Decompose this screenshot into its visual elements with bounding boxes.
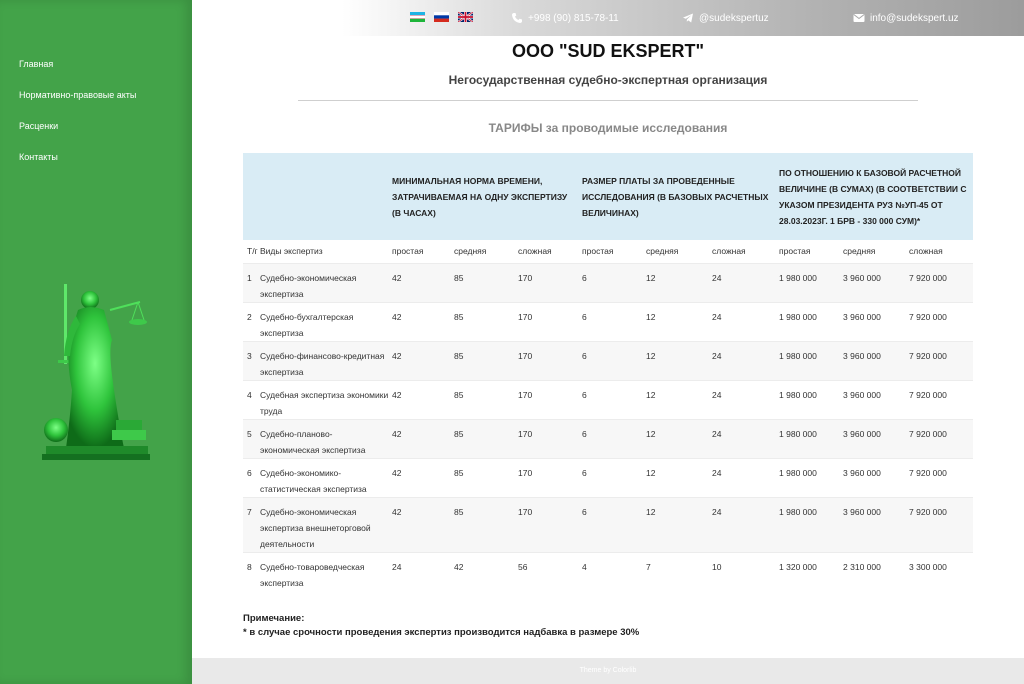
header-blank-cell xyxy=(243,153,260,240)
table-cell: 42 xyxy=(392,419,454,458)
table-cell: 1 xyxy=(243,263,260,302)
expertise-type-cell: Судебно-бухгалтерская экспертиза xyxy=(260,302,392,341)
table-cell: 6 xyxy=(582,302,646,341)
header-payment-sum: ПО ОТНОШЕНИЮ К БАЗОВОЙ РАСЧЕТНОЙ ВЕЛИЧИНЕ (В СУМАХ) (В СООТВЕТСТВИИ С УКАЗОМ ПРЕЗИДЕНТА РУЗ №УП-45 ОТ 28.03.2023Г. 1 БРВ - 330 000 СУМ)* xyxy=(779,153,973,240)
table-cell: 7 920 000 xyxy=(909,302,973,341)
table-cell: 3 960 000 xyxy=(843,458,909,497)
table-cell: 7 920 000 xyxy=(909,380,973,419)
phone-contact[interactable] xyxy=(511,12,619,24)
table-row xyxy=(243,380,973,419)
tariffs-table xyxy=(243,153,973,591)
table-cell: 42 xyxy=(392,302,454,341)
sidebar xyxy=(0,0,192,684)
footer xyxy=(192,658,1024,684)
sub-header-cell: Т/г xyxy=(247,246,258,257)
table-cell: 6 xyxy=(582,419,646,458)
table-cell: 12 xyxy=(646,497,712,552)
table-cell: 7 920 000 xyxy=(909,263,973,302)
header-time-norm: МИНИМАЛЬНАЯ НОРМА ВРЕМЕНИ, ЗАТРАЧИВАЕМАЯ НА ОДНУ ЭКСПЕРТИЗУ (В ЧАСАХ) xyxy=(392,153,582,240)
table-cell: 42 xyxy=(454,552,518,591)
table-cell: 6 xyxy=(582,341,646,380)
table-cell: 170 xyxy=(518,419,582,458)
table-cell: 85 xyxy=(454,458,518,497)
table-cell: 3 960 000 xyxy=(843,419,909,458)
table-cell: 1 980 000 xyxy=(779,341,843,380)
table-cell: 1 980 000 xyxy=(779,419,843,458)
table-cell: 170 xyxy=(518,380,582,419)
table-cell: 42 xyxy=(392,458,454,497)
email-contact[interactable] xyxy=(853,12,959,24)
telegram-handle: @sudekspertuz xyxy=(699,12,769,24)
table-cell: 12 xyxy=(646,263,712,302)
table-cell: 170 xyxy=(518,263,582,302)
table-cell: 4 xyxy=(582,552,646,591)
table-cell: 24 xyxy=(712,341,779,380)
expertise-type-cell: Судебно-экономическая экспертиза xyxy=(260,263,392,302)
table-cell: 3 xyxy=(243,341,260,380)
table-body xyxy=(243,153,973,591)
table-cell: 85 xyxy=(454,380,518,419)
header-divider xyxy=(298,100,918,101)
table-cell: 42 xyxy=(392,380,454,419)
table-cell: 4 xyxy=(243,380,260,419)
language-switcher xyxy=(410,12,473,22)
phone-number: +998 (90) 815-78-11 xyxy=(528,12,619,24)
table-row xyxy=(243,497,973,552)
table-cell: 7 920 000 xyxy=(909,341,973,380)
table-cell: 24 xyxy=(712,263,779,302)
expertise-type-cell: Судебно-экономическая экспертиза внешнеторговой деятельности xyxy=(260,497,392,552)
table-cell: 1 980 000 xyxy=(779,302,843,341)
table-cell: 2 xyxy=(243,302,260,341)
table-cell: 85 xyxy=(454,341,518,380)
table-cell: 12 xyxy=(646,458,712,497)
footer-credit: Theme by Colorlib xyxy=(579,667,637,674)
table-cell: 42 xyxy=(392,263,454,302)
sidebar-item-legal-acts[interactable]: Нормативно-правовые акты xyxy=(19,90,137,100)
table-cell: 42 xyxy=(392,341,454,380)
table-cell: 12 xyxy=(646,341,712,380)
sidebar-item-prices[interactable]: Расценки xyxy=(19,121,59,131)
section-title: ТАРИФЫ за проводимые исследования xyxy=(488,121,728,135)
table-cell: 85 xyxy=(454,263,518,302)
table-cell: 7 xyxy=(646,552,712,591)
table-cell: 1 980 000 xyxy=(779,458,843,497)
table-sub-header-row xyxy=(243,240,973,263)
table-cell: 12 xyxy=(646,419,712,458)
table-cell: 24 xyxy=(712,458,779,497)
table-cell: 170 xyxy=(518,341,582,380)
expertise-type-cell: Судебно-планово-экономическая экспертиза xyxy=(260,419,392,458)
sub-header-cell: средняя xyxy=(843,246,876,257)
table-group-header-row xyxy=(243,153,973,240)
table-row xyxy=(243,552,973,591)
flag-uz-icon[interactable] xyxy=(410,12,425,22)
table-cell: 5 xyxy=(243,419,260,458)
table-cell: 6 xyxy=(582,263,646,302)
table-cell: 2 310 000 xyxy=(843,552,909,591)
table-cell: 170 xyxy=(518,497,582,552)
sidebar-item-home[interactable]: Главная xyxy=(19,59,54,69)
table-cell: 10 xyxy=(712,552,779,591)
table-cell: 8 xyxy=(243,552,260,591)
table-cell: 24 xyxy=(712,380,779,419)
table-row xyxy=(243,263,973,302)
table-cell: 85 xyxy=(454,302,518,341)
sub-header-cell: средняя xyxy=(454,246,487,257)
table-cell: 7 xyxy=(243,497,260,552)
header-blank-cell xyxy=(260,153,392,240)
email-address: info@sudekspert.uz xyxy=(870,12,959,24)
table-cell: 85 xyxy=(454,497,518,552)
table-cell: 170 xyxy=(518,302,582,341)
flag-ru-icon[interactable] xyxy=(434,12,449,22)
table-cell: 1 980 000 xyxy=(779,263,843,302)
note-title: Примечание: xyxy=(243,613,305,624)
table-row xyxy=(243,341,973,380)
expertise-type-cell: Судебно-товароведческая экспертиза xyxy=(260,552,392,591)
table-row xyxy=(243,302,973,341)
table-cell: 6 xyxy=(243,458,260,497)
topbar xyxy=(192,0,1024,36)
table-cell: 42 xyxy=(392,497,454,552)
table-cell: 85 xyxy=(454,419,518,458)
flag-en-icon[interactable] xyxy=(458,12,473,22)
table-cell: 7 920 000 xyxy=(909,497,973,552)
sub-header-cell: простая xyxy=(779,246,811,257)
envelope-icon xyxy=(853,12,865,24)
header-payment-brv: РАЗМЕР ПЛАТЫ ЗА ПРОВЕДЕННЫЕ ИССЛЕДОВАНИЯ (В БАЗОВЫХ РАСЧЕТНЫХ ВЕЛИЧИНАХ) xyxy=(582,153,779,240)
table-cell: 1 320 000 xyxy=(779,552,843,591)
expertise-type-cell: Судебно-финансово-кредитная экспертиза xyxy=(260,341,392,380)
table-cell: 24 xyxy=(392,552,454,591)
company-title: ООО "SUD EKSPERT" xyxy=(511,41,705,61)
note-text: * в случае срочности проведения экспертиз производится надбавка в размере 30% xyxy=(243,627,640,638)
table-cell: 6 xyxy=(582,380,646,419)
table-cell: 3 960 000 xyxy=(843,380,909,419)
sub-header-cell: сложная xyxy=(518,246,552,257)
table-row xyxy=(243,419,973,458)
table-cell: 170 xyxy=(518,458,582,497)
table-cell: 12 xyxy=(646,380,712,419)
table-cell: 24 xyxy=(712,302,779,341)
expertise-type-cell: Судебная экспертиза экономики труда xyxy=(260,380,392,419)
table-cell: 24 xyxy=(712,497,779,552)
expertise-type-cell: Судебно-экономико-статистическая экспертиза xyxy=(260,458,392,497)
telegram-contact[interactable] xyxy=(682,12,769,24)
table-cell: 3 960 000 xyxy=(843,341,909,380)
table-cell: 6 xyxy=(582,497,646,552)
table-cell: 3 960 000 xyxy=(843,497,909,552)
phone-icon xyxy=(511,12,523,24)
table-cell: 3 960 000 xyxy=(843,302,909,341)
table-cell: 1 980 000 xyxy=(779,497,843,552)
sub-header-cell: Виды экспертиз xyxy=(260,246,323,257)
sub-header-cell: простая xyxy=(582,246,614,257)
telegram-icon xyxy=(682,12,694,24)
sub-header-cell: простая xyxy=(392,246,424,257)
table-cell: 7 920 000 xyxy=(909,458,973,497)
table-cell: 7 920 000 xyxy=(909,419,973,458)
table-cell: 12 xyxy=(646,302,712,341)
table-cell: 24 xyxy=(712,419,779,458)
sub-header-cell: сложная xyxy=(712,246,746,257)
sidebar-nav xyxy=(19,54,136,178)
table-cell: 56 xyxy=(518,552,582,591)
table-cell: 3 960 000 xyxy=(843,263,909,302)
table-row xyxy=(243,458,973,497)
sub-header-cell: сложная xyxy=(909,246,943,257)
table-cell: 3 300 000 xyxy=(909,552,973,591)
sidebar-item-contacts[interactable]: Контакты xyxy=(19,152,58,162)
table-cell: 6 xyxy=(582,458,646,497)
justice-statue-image xyxy=(40,280,152,460)
sub-header-cell: средняя xyxy=(646,246,679,257)
company-subtitle: Негосударственная судебно-экспертная организация xyxy=(448,73,768,87)
table-cell: 1 980 000 xyxy=(779,380,843,419)
